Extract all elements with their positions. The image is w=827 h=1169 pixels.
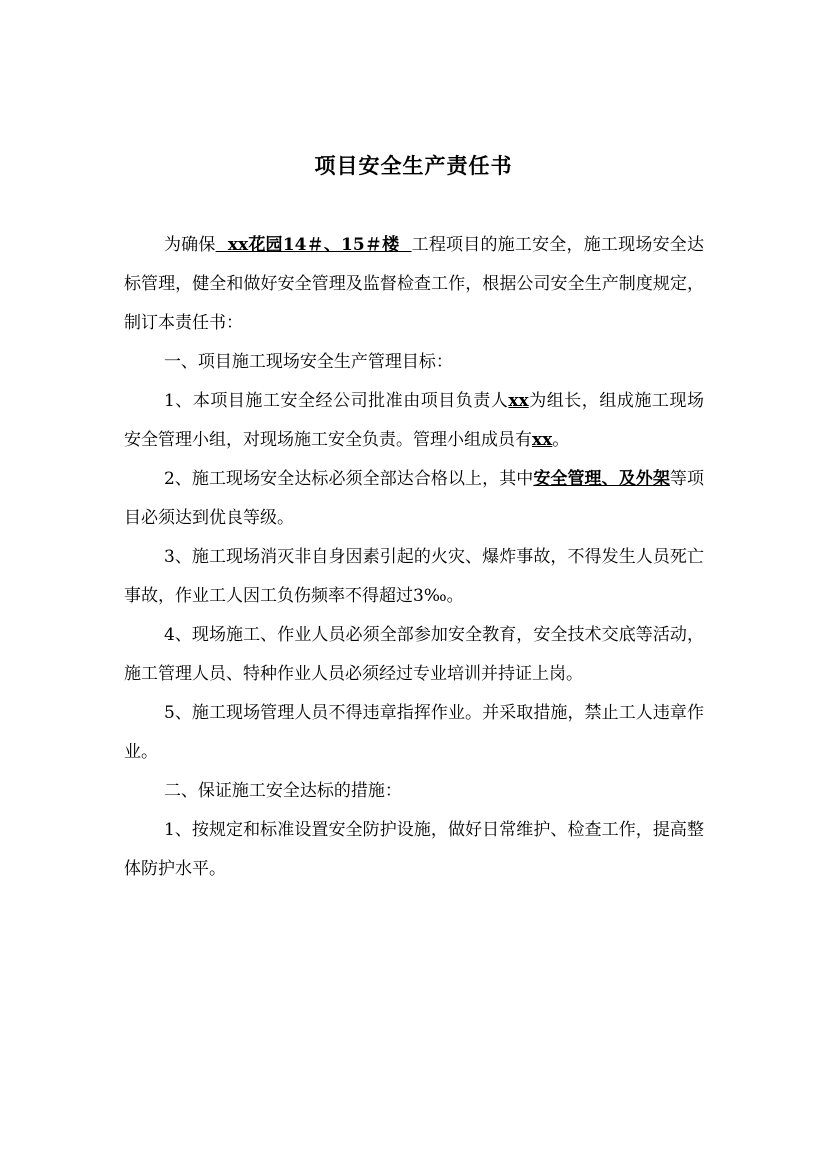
item1-part1: 1、本项目施工安全经公司批准由项目负责人 [163, 391, 509, 411]
item2-paragraph [124, 460, 704, 538]
intro-paragraph [124, 226, 704, 343]
document-body [124, 226, 704, 889]
section2-heading: 二、保证施工安全达标的措施： [163, 781, 402, 801]
item2-highlight: 安全管理、及外架 [533, 469, 670, 489]
item5-paragraph: 5、施工现场管理人员不得违章指挥作业。并采取措施，禁止工人违章作业。 [124, 703, 704, 762]
section2-item1-paragraph: 1、按规定和标准设置安全防护设施，做好日常维护、检查工作，提高整体防护水平。 [124, 820, 704, 879]
item2-part1: 2、施工现场安全达标必须全部达合格以上，其中 [163, 469, 534, 489]
item1-leader: xx [508, 391, 529, 411]
item3-paragraph: 3、施工现场消灭非自身因素引起的火灾、爆炸事故，不得发生人员死亡事故，作业工人因工负伤频率不得超过3‰。 [124, 547, 704, 606]
intro-suffix: 工程项目的施工安全，施工现场安全达标管理，健全和做好安全管理及监督检查工作，根据公司安全生产制度规定，制订本责任书： [124, 235, 705, 333]
item1-part2: 为组长，组成施工现场安全管理小组，对现场施工安全负责。管理小组成员有 [124, 391, 704, 450]
section1-heading: 一、项目施工现场安全生产管理目标： [163, 352, 453, 372]
intro-prefix: 为确保 [163, 235, 216, 255]
item2-part2: 等项目必须达到优良等级。 [124, 469, 704, 528]
document-title: 项目安全生产责任书 [314, 153, 513, 178]
project-name: xx花园14＃、15＃楼 [215, 235, 412, 255]
item1-part3: 。 [552, 430, 570, 450]
item4-paragraph: 4、现场施工、作业人员必须全部参加安全教育，安全技术交底等活动，施工管理人员、特种作业人员必须经过专业培训并持证上岗。 [124, 625, 704, 684]
item1-members: xx [532, 430, 553, 450]
item1-paragraph [124, 382, 704, 460]
